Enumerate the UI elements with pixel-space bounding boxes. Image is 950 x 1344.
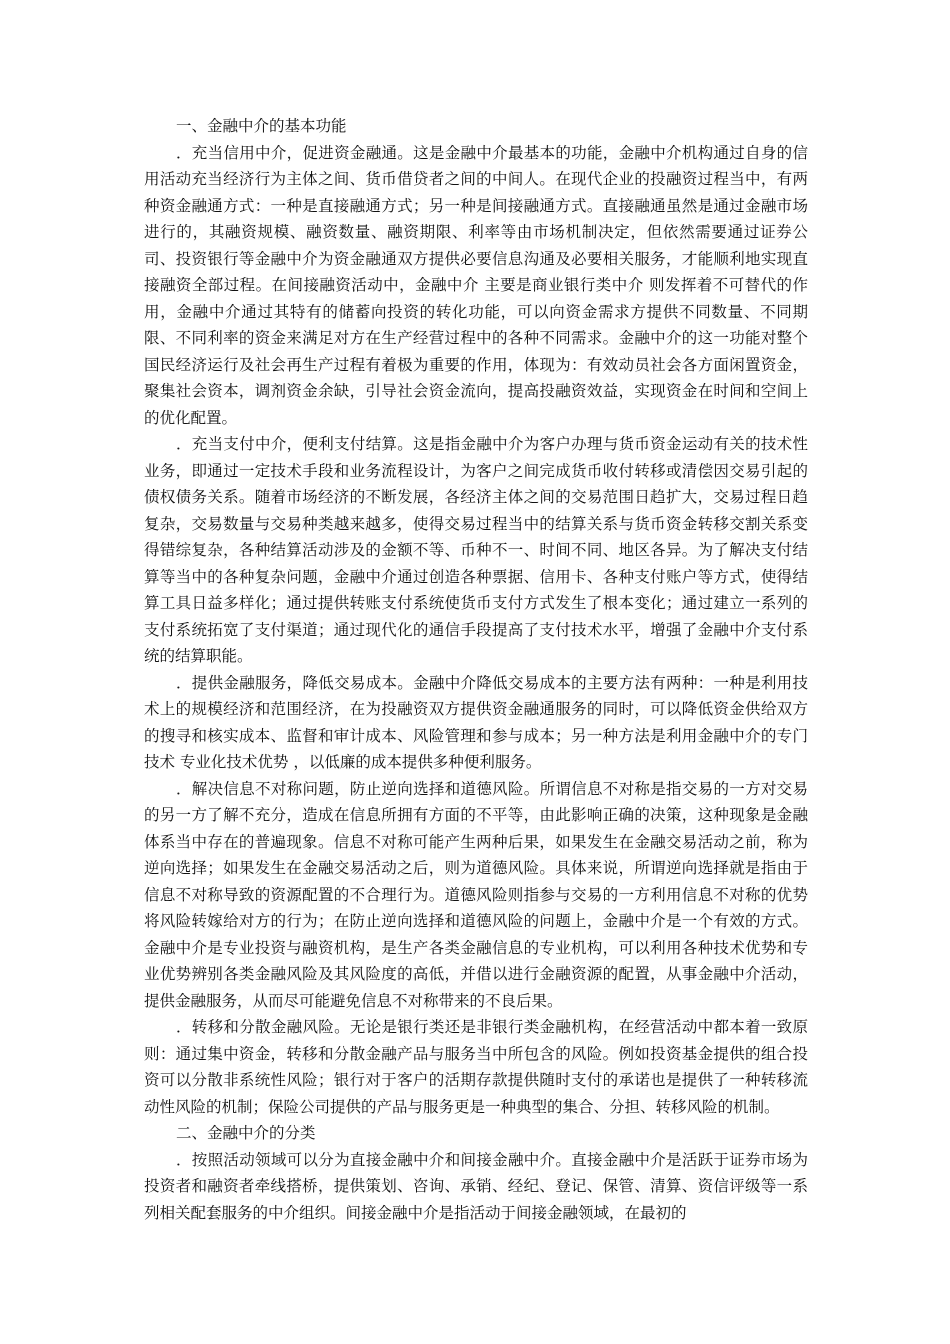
- paragraph-risk-transfer: ．转移和分散金融风险。无论是银行类还是非银行类金融机构，在经营活动中都本着一致原则：通过集中资金，转移和分散金融产品与服务当中所包含的风险。例如投资基金提供的组合投资可以分散非系统性风险；银行对于客户的活期存款提供随时支付的承诺也是提供了一种转移流动性风险的机制；保险公司提供的产品与服务更是一种典型的集合、分担、转移风险的机制。: [144, 1018, 808, 1116]
- paragraph-financial-services: ．提供金融服务，降低交易成本。金融中介降低交易成本的主要方法有两种：一种是利用技术上的规模经济和范围经济，在为投融资双方提供资金融通服务的同时，可以降低资金供给双方的搜寻和核实成本、监督和审计成本、风险管理和参与成本；另一种方法是利用金融中介的专门技术 专业化技术优势 ，以低廉的成本提供多种便利服务。: [144, 673, 808, 771]
- section-heading-classification: 二、金融中介的分类: [176, 1124, 316, 1142]
- paragraph-direct-indirect-intermediary: ．按照活动领域可以分为直接金融中介和间接金融中介。直接金融中介是活跃于证券市场为投资者和融资者牵线搭桥，提供策划、咨询、承销、经纪、登记、保管、清算、资信评级等一系列相关配套服务的中介组织。间接金融中介是指活动于间接金融领域，在最初的: [144, 1150, 808, 1222]
- paragraph-credit-intermediary: ．充当信用中介，促进资金融通。这是金融中介最基本的功能，金融中介机构通过自身的信用活动充当经济行为主体之间、货币借贷者之间的中间人。在现代企业的投融资过程当中，有两种资金融通方式：一种是直接融通方式；另一种是间接融通方式。直接融通虽然是通过金融市场进行的，其融资规模、融资数量、融资期限、利率等由市场机制决定，但依然需要通过证券公司、投资银行等金融中介为资金融通双方提供必要信息沟通及必要相关服务，才能顺利地实现直接融资全部过程。在间接融资活动中，金融中介 主要是商业银行类中介 则发挥着不可替代的作用，金融中介通过其特有的储蓄向投资的转化功能，可以向资金需求方提供不同数量、不同期限、不同利率的资金来满足对方在生产经营过程中的各种不同需求。金融中介的这一功能对整个国民经济运行及社会再生产过程有着极为重要的作用，体现为：有效动员社会各方面闲置资金，聚集社会资本，调剂资金余缺，引导社会资金流向，提高投融资效益，实现资金在时间和空间上的优化配置。: [144, 143, 808, 427]
- paragraph-payment-intermediary: ．充当支付中介，便利支付结算。这是指金融中介为客户办理与货币资金运动有关的技术性业务，即通过一定技术手段和业务流程设计，为客户之间完成货币收付转移或清偿因交易引起的债权债务关系。随着市场经济的不断发展，各经济主体之间的交易范围日趋扩大，交易过程日趋复杂，交易数量与交易种类越来越多，使得交易过程当中的结算关系与货币资金转移交割关系变得错综复杂，各种结算活动涉及的金额不等、币种不一、时间不同、地区各异。为了解决支付结算等当中的各种复杂问题，金融中介通过创造各种票据、信用卡、各种支付账户等方式，使得结算工具日益多样化；通过提供转账支付系统使货币支付方式发生了根本变化；通过建立一系列的支付系统拓宽了支付渠道；通过现代化的通信手段提高了支付技术水平，增强了金融中介支付系统的结算职能。: [144, 435, 808, 665]
- section-heading-basic-functions: 一、金融中介的基本功能: [176, 117, 347, 135]
- document-page: [144, 113, 808, 1226]
- paragraph-information-asymmetry: ．解决信息不对称问题，防止逆向选择和道德风险。所谓信息不对称是指交易的一方对交易的另一方了解不充分，造成在信息所拥有方面的不平等，由此影响正确的决策，这种现象是金融体系当中存在的普遍现象。信息不对称可能产生两种后果，如果发生在金融交易活动之前，称为逆向选择；如果发生在金融交易活动之后，则为道德风险。具体来说，所谓逆向选择就是指由于信息不对称导致的资源配置的不合理行为。道德风险则指参与交易的一方利用信息不对称的优势将风险转嫁给对方的行为；在防止逆向选择和道德风险的问题上，金融中介是一个有效的方式。金融中介是专业投资与融资机构，是生产各类金融信息的专业机构，可以利用各种技术优势和专业优势辨别各类金融风险及其风险度的高低，并借以进行金融资源的配置，从事金融中介活动，提供金融服务，从而尽可能避免信息不对称带来的不良后果。: [144, 779, 808, 1010]
